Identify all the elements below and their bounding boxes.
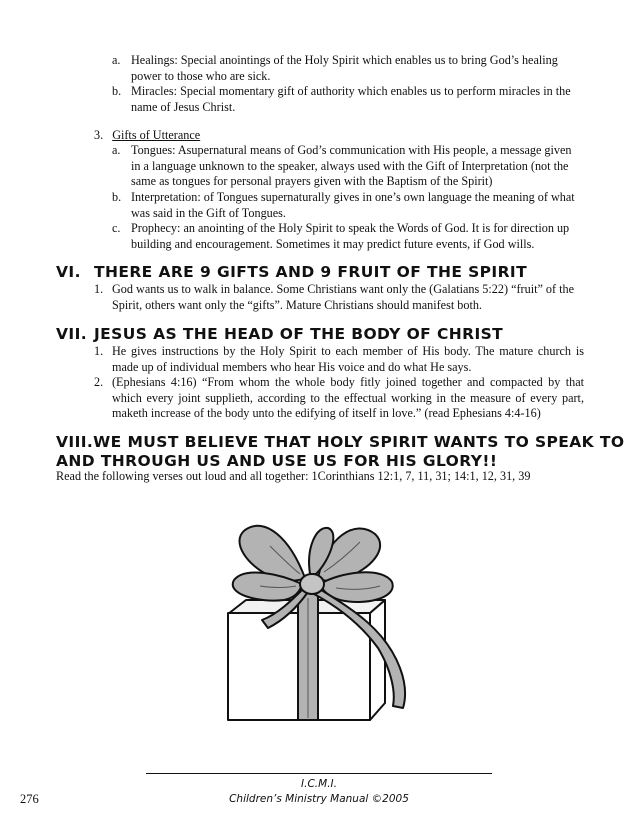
section-heading-vii [56,325,596,344]
list-item-text: (Ephesians 4:16) “From whom the whole body fitly joined together and compacted by that which every joint supplieth, according to the effectual working in the measure of every part, maketh increase of the body unto the edifying of itself in love.” (read Ephesians 4:4-16) [112,375,584,421]
section-heading-vi [56,263,596,282]
list-marker: a. [112,53,121,67]
list-marker: b. [112,84,122,98]
list-item [94,344,584,375]
section-title: JESUS AS THE HEAD OF THE BODY OF CHRIST [94,325,504,343]
list-marker: b. [112,190,122,204]
utterance-heading [94,128,200,144]
footer-rule [146,773,492,774]
footer-org: I.C.M.I. [301,778,337,790]
list-item-text: God wants us to walk in balance. Some Christians want only the (Galatians 5:22) “fruit” of the Spirit, others want only the “gifts”. Mature Christians should manifest both. [112,282,575,312]
list-item-text: Healings: Special anointings of the Holy Spirit which enables us to bring God’s healing power to those who are sick. [131,53,558,83]
list-item [94,282,584,313]
gift-box-right-side [370,600,385,720]
section-number: VI. [56,263,81,281]
list-item [112,84,582,115]
list-item-text: He gives instructions by the Holy Spirit to each member of His body. The mature church is made up of individual members who hear His voice and do what He says. [112,344,584,374]
section-title-line: VIII.WE MUST BELIEVE THAT HOLY SPIRIT WANTS TO SPEAK TO [56,433,625,451]
utterance-title: Gifts of Utterance [112,128,201,142]
list-item-text: Interpretation: of Tongues supernaturally gives in one’s own language the meaning of what was said in the Gift of Tongues. [131,190,575,220]
page-number: 276 [20,792,39,806]
list-item [112,53,582,84]
list-item-text: Miracles: Special momentary gift of authority which enables us to perform miracles in the name of Jesus Christ. [131,84,571,114]
list-marker: 1. [94,282,104,296]
bow-knot [300,574,324,594]
list-item-text: Prophecy: an anointing of the Holy Spirit to speak the Words of God. It is for direction up building and encouragement. Sometimes it may predict future events, if God wills. [131,221,570,251]
list-marker: 1. [94,344,104,358]
list-item-text: Tongues: Asupernatural means of God’s communication with His people, a message given in a language unknown to the speaker, always used with the Gift of Interpretation (not the same as tongues for personal prayers given with the Baptism of the Spirit) [131,143,572,189]
section-heading-viii [56,433,626,471]
list-item [112,143,584,190]
section-number: VII. [56,325,88,343]
list-item [112,190,584,221]
list-marker: 3. [94,128,104,142]
list-item [112,221,584,252]
list-marker: c. [112,221,121,235]
footer-title: Children’s Ministry Manual ©2005 [229,793,409,805]
list-marker: 2. [94,375,104,389]
list-marker: a. [112,143,121,157]
list-item [94,375,584,422]
reading-instruction: Read the following verses out loud and all together: 1Corinthians 12:1, 7, 11, 31; 14:1, 12, 31, 39 [56,469,531,483]
section-title: THERE ARE 9 GIFTS AND 9 FRUIT OF THE SPIRIT [94,263,528,281]
gift-box-with-bow-icon [200,508,440,738]
section-title-line: AND THROUGH US AND USE US FOR HIS GLORY!! [56,452,498,470]
